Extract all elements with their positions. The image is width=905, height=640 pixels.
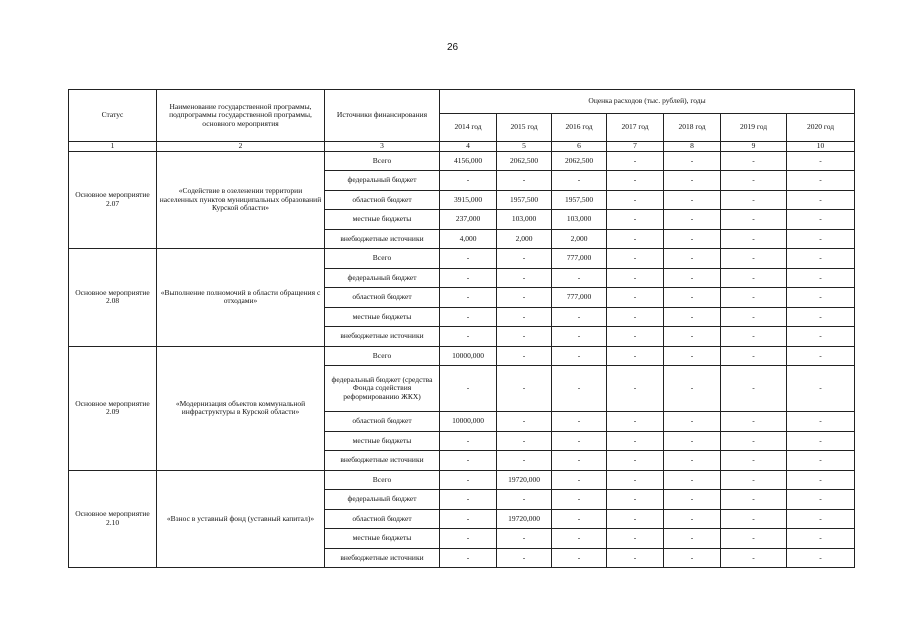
amount-cell: - bbox=[440, 490, 497, 510]
amount-cell: - bbox=[721, 268, 787, 288]
amount-cell: - bbox=[664, 451, 721, 471]
amount-cell: - bbox=[497, 288, 552, 308]
funding-source-cell: областной бюджет bbox=[325, 412, 440, 432]
amount-cell: 237,000 bbox=[440, 210, 497, 230]
amount-cell: - bbox=[552, 490, 607, 510]
amount-cell: - bbox=[552, 451, 607, 471]
amount-cell: - bbox=[664, 190, 721, 210]
amount-cell: - bbox=[664, 490, 721, 510]
funding-source-cell: внебюджетные источники bbox=[325, 548, 440, 568]
amount-cell: - bbox=[552, 268, 607, 288]
header-row-top bbox=[69, 90, 855, 114]
header-sources: Источники финансирования bbox=[325, 90, 440, 142]
measure-name-cell: «Выполнение полномочий в области обращения с отходами» bbox=[157, 249, 325, 347]
amount-cell: - bbox=[607, 412, 664, 432]
amount-cell: - bbox=[721, 470, 787, 490]
header-year: 2020 год bbox=[787, 114, 855, 142]
column-number: 9 bbox=[721, 142, 787, 152]
amount-cell: - bbox=[440, 431, 497, 451]
amount-cell: - bbox=[607, 190, 664, 210]
amount-cell: - bbox=[787, 151, 855, 171]
amount-cell: - bbox=[787, 451, 855, 471]
amount-cell: - bbox=[787, 288, 855, 308]
amount-cell: - bbox=[721, 529, 787, 549]
funding-source-cell: местные бюджеты bbox=[325, 431, 440, 451]
table-row bbox=[69, 346, 855, 366]
status-cell: Основное мероприятие 2.08 bbox=[69, 249, 157, 347]
amount-cell: - bbox=[607, 509, 664, 529]
amount-cell: - bbox=[721, 229, 787, 249]
column-number: 4 bbox=[440, 142, 497, 152]
funding-source-cell: федеральный бюджет bbox=[325, 490, 440, 510]
amount-cell: 4,000 bbox=[440, 229, 497, 249]
amount-cell: - bbox=[787, 490, 855, 510]
funding-source-cell: внебюджетные источники bbox=[325, 451, 440, 471]
header-year: 2017 год bbox=[607, 114, 664, 142]
amount-cell: - bbox=[787, 190, 855, 210]
amount-cell: - bbox=[607, 451, 664, 471]
amount-cell: - bbox=[607, 307, 664, 327]
amount-cell: - bbox=[440, 548, 497, 568]
amount-cell: - bbox=[787, 548, 855, 568]
column-number: 6 bbox=[552, 142, 607, 152]
funding-source-cell: внебюджетные источники bbox=[325, 327, 440, 347]
amount-cell: - bbox=[664, 470, 721, 490]
amount-cell: 777,000 bbox=[552, 249, 607, 269]
amount-cell: - bbox=[497, 268, 552, 288]
amount-cell: - bbox=[497, 529, 552, 549]
amount-cell: - bbox=[552, 307, 607, 327]
amount-cell: - bbox=[440, 249, 497, 269]
amount-cell: - bbox=[721, 288, 787, 308]
amount-cell: - bbox=[787, 431, 855, 451]
amount-cell: - bbox=[440, 529, 497, 549]
amount-cell: - bbox=[721, 412, 787, 432]
amount-cell: - bbox=[664, 210, 721, 230]
amount-cell: - bbox=[787, 249, 855, 269]
amount-cell: - bbox=[552, 412, 607, 432]
amount-cell: - bbox=[440, 307, 497, 327]
status-cell: Основное мероприятие 2.09 bbox=[69, 346, 157, 470]
amount-cell: - bbox=[664, 412, 721, 432]
amount-cell: - bbox=[607, 171, 664, 191]
amount-cell: 2,000 bbox=[552, 229, 607, 249]
amount-cell: - bbox=[664, 171, 721, 191]
amount-cell: 10000,000 bbox=[440, 346, 497, 366]
funding-source-cell: Всего bbox=[325, 346, 440, 366]
amount-cell: - bbox=[664, 548, 721, 568]
amount-cell: - bbox=[787, 171, 855, 191]
amount-cell: - bbox=[440, 171, 497, 191]
amount-cell: - bbox=[607, 288, 664, 308]
amount-cell: - bbox=[787, 509, 855, 529]
funding-source-cell: областной бюджет bbox=[325, 288, 440, 308]
amount-cell: - bbox=[607, 268, 664, 288]
amount-cell: - bbox=[440, 470, 497, 490]
amount-cell: - bbox=[607, 346, 664, 366]
amount-cell: - bbox=[787, 327, 855, 347]
table-row bbox=[69, 151, 855, 171]
header-status: Статус bbox=[69, 90, 157, 142]
amount-cell: 103,000 bbox=[552, 210, 607, 230]
amount-cell: - bbox=[721, 509, 787, 529]
amount-cell: - bbox=[721, 171, 787, 191]
amount-cell: - bbox=[607, 327, 664, 347]
table-row bbox=[69, 249, 855, 269]
amount-cell: 4156,000 bbox=[440, 151, 497, 171]
amount-cell: - bbox=[787, 366, 855, 412]
amount-cell: - bbox=[497, 346, 552, 366]
header-year: 2018 год bbox=[664, 114, 721, 142]
amount-cell: - bbox=[607, 529, 664, 549]
column-number: 10 bbox=[787, 142, 855, 152]
amount-cell: 19720,000 bbox=[497, 470, 552, 490]
amount-cell: - bbox=[607, 210, 664, 230]
amount-cell: - bbox=[664, 509, 721, 529]
amount-cell: - bbox=[440, 366, 497, 412]
header-name: Наименование государственной программы, подпрограммы государственной программы, основного мероприятия bbox=[157, 90, 325, 142]
funding-source-cell: федеральный бюджет bbox=[325, 171, 440, 191]
amount-cell: - bbox=[497, 412, 552, 432]
funding-source-cell: Всего bbox=[325, 470, 440, 490]
amount-cell: 3915,000 bbox=[440, 190, 497, 210]
amount-cell: - bbox=[552, 470, 607, 490]
amount-cell: - bbox=[721, 431, 787, 451]
table-row bbox=[69, 470, 855, 490]
header-year: 2014 год bbox=[440, 114, 497, 142]
header-year: 2015 год bbox=[497, 114, 552, 142]
amount-cell: - bbox=[664, 431, 721, 451]
amount-cell: - bbox=[440, 288, 497, 308]
amount-cell: - bbox=[721, 490, 787, 510]
amount-cell: - bbox=[497, 490, 552, 510]
status-cell: Основное мероприятие 2.07 bbox=[69, 151, 157, 249]
amount-cell: - bbox=[497, 548, 552, 568]
amount-cell: - bbox=[664, 151, 721, 171]
column-number: 2 bbox=[157, 142, 325, 152]
table-body bbox=[69, 90, 855, 568]
amount-cell: - bbox=[607, 229, 664, 249]
amount-cell: - bbox=[497, 451, 552, 471]
amount-cell: - bbox=[721, 210, 787, 230]
amount-cell: 1957,500 bbox=[552, 190, 607, 210]
amount-cell: 2062,500 bbox=[497, 151, 552, 171]
funding-source-cell: местные бюджеты bbox=[325, 307, 440, 327]
amount-cell: - bbox=[497, 249, 552, 269]
amount-cell: - bbox=[552, 529, 607, 549]
amount-cell: - bbox=[607, 249, 664, 269]
amount-cell: - bbox=[721, 366, 787, 412]
header-year: 2016 год bbox=[552, 114, 607, 142]
amount-cell: - bbox=[664, 268, 721, 288]
amount-cell: 1957,500 bbox=[497, 190, 552, 210]
amount-cell: - bbox=[607, 151, 664, 171]
amount-cell: - bbox=[497, 307, 552, 327]
amount-cell: - bbox=[721, 307, 787, 327]
amount-cell: - bbox=[440, 509, 497, 529]
amount-cell: - bbox=[664, 346, 721, 366]
amount-cell: - bbox=[787, 470, 855, 490]
column-number: 3 bbox=[325, 142, 440, 152]
amount-cell: 19720,000 bbox=[497, 509, 552, 529]
amount-cell: - bbox=[552, 548, 607, 568]
amount-cell: - bbox=[440, 451, 497, 471]
header-year: 2019 год bbox=[721, 114, 787, 142]
amount-cell: - bbox=[497, 171, 552, 191]
amount-cell: - bbox=[497, 327, 552, 347]
amount-cell: - bbox=[497, 366, 552, 412]
amount-cell: - bbox=[787, 412, 855, 432]
funding-source-cell: местные бюджеты bbox=[325, 210, 440, 230]
budget-table bbox=[68, 89, 855, 568]
column-number: 7 bbox=[607, 142, 664, 152]
column-number: 5 bbox=[497, 142, 552, 152]
amount-cell: - bbox=[552, 346, 607, 366]
amount-cell: - bbox=[787, 229, 855, 249]
amount-cell: - bbox=[497, 431, 552, 451]
amount-cell: - bbox=[552, 366, 607, 412]
column-number-row bbox=[69, 142, 855, 152]
amount-cell: 2,000 bbox=[497, 229, 552, 249]
column-number: 8 bbox=[664, 142, 721, 152]
amount-cell: - bbox=[787, 268, 855, 288]
amount-cell: - bbox=[607, 548, 664, 568]
column-number: 1 bbox=[69, 142, 157, 152]
amount-cell: 777,000 bbox=[552, 288, 607, 308]
funding-source-cell: Всего bbox=[325, 151, 440, 171]
amount-cell: - bbox=[664, 327, 721, 347]
amount-cell: - bbox=[440, 327, 497, 347]
funding-source-cell: областной бюджет bbox=[325, 190, 440, 210]
amount-cell: - bbox=[787, 346, 855, 366]
amount-cell: - bbox=[607, 366, 664, 412]
amount-cell: - bbox=[787, 529, 855, 549]
amount-cell: 2062,500 bbox=[552, 151, 607, 171]
status-cell: Основное мероприятие 2.10 bbox=[69, 470, 157, 568]
funding-source-cell: областной бюджет bbox=[325, 509, 440, 529]
amount-cell: - bbox=[552, 431, 607, 451]
funding-source-cell: местные бюджеты bbox=[325, 529, 440, 549]
amount-cell: 103,000 bbox=[497, 210, 552, 230]
funding-source-cell: федеральный бюджет (средства Фонда содействия реформированию ЖКХ) bbox=[325, 366, 440, 412]
amount-cell: - bbox=[721, 327, 787, 347]
funding-source-cell: федеральный бюджет bbox=[325, 268, 440, 288]
amount-cell: - bbox=[664, 307, 721, 327]
amount-cell: - bbox=[664, 288, 721, 308]
funding-source-cell: Всего bbox=[325, 249, 440, 269]
amount-cell: - bbox=[721, 151, 787, 171]
amount-cell: 10000,000 bbox=[440, 412, 497, 432]
amount-cell: - bbox=[787, 307, 855, 327]
amount-cell: - bbox=[664, 529, 721, 549]
measure-name-cell: «Модернизация объектов коммунальной инфраструктуры в Курской области» bbox=[157, 346, 325, 470]
amount-cell: - bbox=[664, 366, 721, 412]
amount-cell: - bbox=[607, 470, 664, 490]
amount-cell: - bbox=[607, 490, 664, 510]
amount-cell: - bbox=[607, 431, 664, 451]
amount-cell: - bbox=[787, 210, 855, 230]
measure-name-cell: «Взнос в уставный фонд (уставный капитал)» bbox=[157, 470, 325, 568]
funding-source-cell: внебюджетные источники bbox=[325, 229, 440, 249]
amount-cell: - bbox=[552, 171, 607, 191]
amount-cell: - bbox=[721, 451, 787, 471]
amount-cell: - bbox=[721, 346, 787, 366]
amount-cell: - bbox=[552, 509, 607, 529]
page-number: 26 bbox=[446, 42, 459, 53]
amount-cell: - bbox=[664, 249, 721, 269]
amount-cell: - bbox=[440, 268, 497, 288]
amount-cell: - bbox=[552, 327, 607, 347]
measure-name-cell: «Содействие в озеленении территории населенных пунктов муниципальных образований Курской области» bbox=[157, 151, 325, 249]
amount-cell: - bbox=[721, 548, 787, 568]
amount-cell: - bbox=[721, 249, 787, 269]
header-estimate: Оценка расходов (тыс. рублей), годы bbox=[440, 90, 855, 114]
amount-cell: - bbox=[664, 229, 721, 249]
amount-cell: - bbox=[721, 190, 787, 210]
